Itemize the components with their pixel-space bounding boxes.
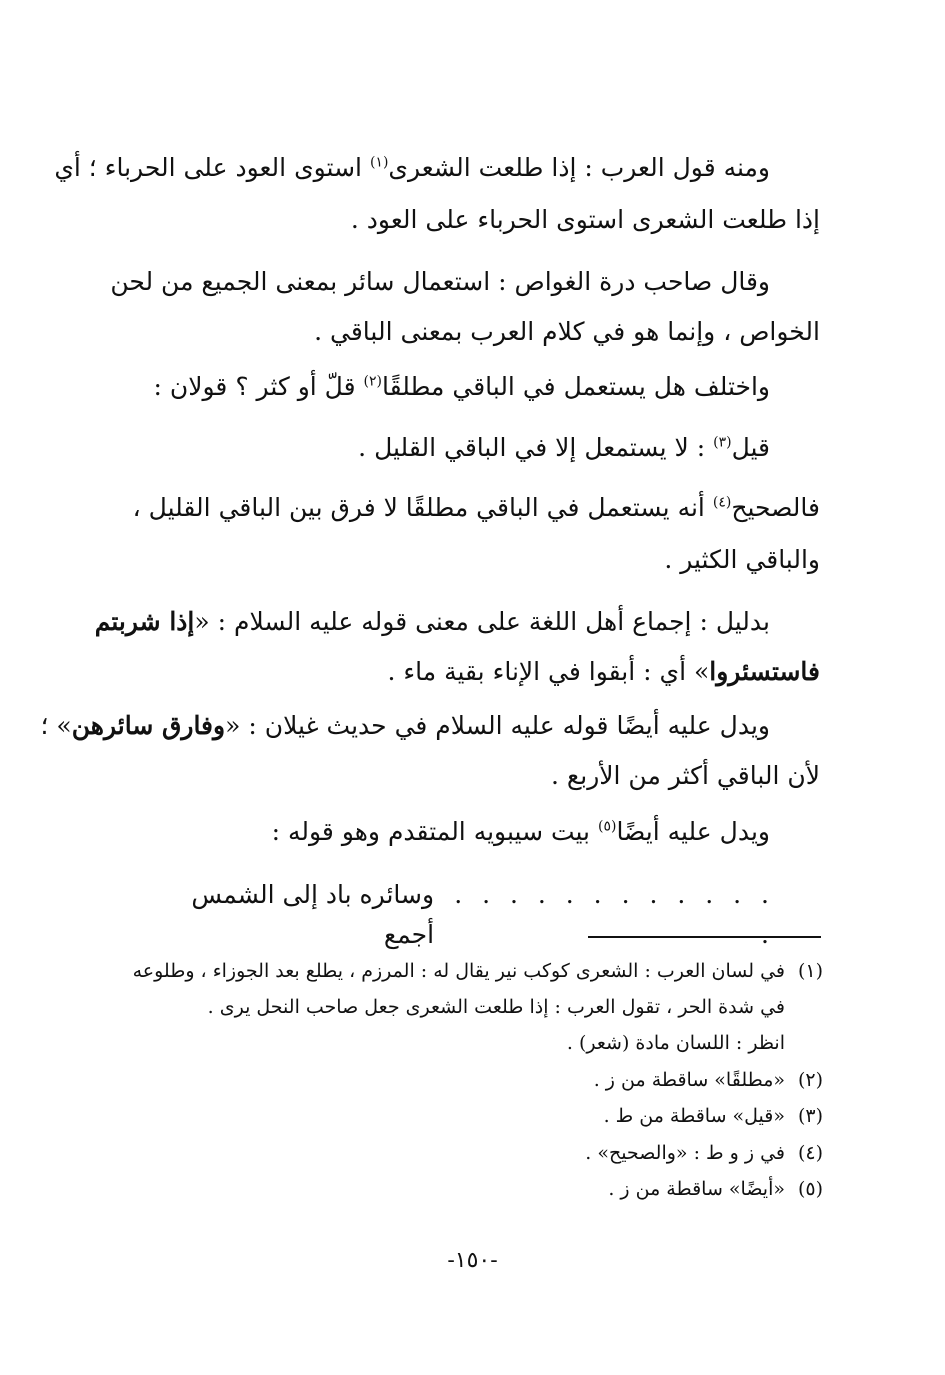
verse-second-hemistich: وسائره باد إلى الشمس أجمع — [191, 880, 435, 949]
paragraph-1-line-2: إذا طلعت الشعرى استوى الحرباء على العود . — [350, 205, 820, 234]
footnote-number: (٣) — [797, 1105, 823, 1127]
paragraph-2-line-1: وقال صاحب درة الغواص : استعمال سائر بمعنى الجميع من لحن — [110, 267, 770, 296]
paragraph-6-line-1: بدليل : إجماع أهل اللغة على معنى قوله عليه السلام : «إذا شربتم — [94, 607, 770, 636]
paragraph-4: قيل$^{(٣)}$ : لا يستمعل إلا في الباقي القليل . — [358, 433, 770, 462]
paragraph-5-line-1: فالصحيح$^{(٤)}$ أنه يستعمل في الباقي مطلقًا لا فرق بين الباقي القليل ، — [132, 493, 820, 522]
footnote-3: (٣)«قيل» ساقطة من ط . — [604, 1101, 823, 1131]
footnote-number: (١) — [797, 960, 823, 982]
paragraph-7-line-2: لأن الباقي أكثر من الأربع . — [551, 761, 820, 790]
hadith-quote-1-end: فاستسئروا — [709, 657, 820, 686]
footnote-ref-3[interactable]: (٣) — [713, 434, 732, 451]
footnote-2: (٢)«مطلقًا» ساقطة من ز . — [594, 1065, 823, 1095]
footnote-ref-1[interactable]: (١) — [369, 154, 389, 171]
hadith-quote-2: وفارق سائرهن — [71, 711, 226, 740]
paragraph-5-line-2: والباقي الكثير . — [664, 545, 820, 574]
footnote-5: (٥)«أيضًا» ساقطة من ز . — [608, 1174, 823, 1204]
paragraph-1-line-1: ومنه قول العرب : إذا طلعت الشعرى$^{(١)}$ استوى العود على الحرباء ؛ أي — [54, 153, 770, 182]
footnote-1-cont-2: انظر : اللسان مادة (شعر) . — [566, 1032, 785, 1054]
footnote-number: (٤) — [797, 1142, 823, 1164]
verse-first-hemistich: . . . . . . . . . . . . . — [454, 880, 775, 949]
footnote-separator — [588, 936, 821, 938]
paragraph-3: واختلف هل يستعمل في الباقي مطلقًا$^{(٢)}$ قلّ أو كثر ؟ قولان : — [153, 372, 770, 401]
paragraph-7-line-1: ويدل عليه أيضًا قوله عليه السلام في حديث غيلان : «وفارق سائرهن» ؛ — [40, 711, 770, 740]
paragraph-8: ويدل عليه أيضًا$^{(٥)}$ بيت سيبويه المتقدم وهو قوله : — [271, 817, 770, 846]
footnote-4: (٤)في ز و ط : «والصحيح» . — [585, 1138, 823, 1168]
footnote-ref-5[interactable]: (٥) — [597, 818, 617, 835]
footnote-number: (٥) — [797, 1178, 823, 1200]
footnote-ref-4[interactable]: (٤) — [712, 494, 732, 511]
paragraph-2-line-2: الخواص ، وإنما هو في كلام العرب بمعنى الباقي . — [314, 317, 820, 346]
page-number: -١٥٠- — [447, 1248, 498, 1273]
paragraph-6-line-2: فاستسئروا» أي : أبقوا في الإناء بقية ماء . — [387, 657, 820, 686]
footnote-1: (١)في لسان العرب : الشعرى كوكب نير يقال له : المرزم ، يطلع بعد الجوزاء ، وطلوعه — [133, 956, 823, 986]
hadith-quote-1: إذا شربتم — [94, 607, 195, 636]
footnote-1-cont: في شدة الحر ، تقول العرب : إذا طلعت الشعرى جعل صاحب النحل يرى . — [207, 996, 785, 1018]
footnote-ref-2[interactable]: (٢) — [363, 373, 382, 390]
poetry-verse — [140, 875, 775, 955]
footnote-number: (٢) — [797, 1069, 823, 1091]
